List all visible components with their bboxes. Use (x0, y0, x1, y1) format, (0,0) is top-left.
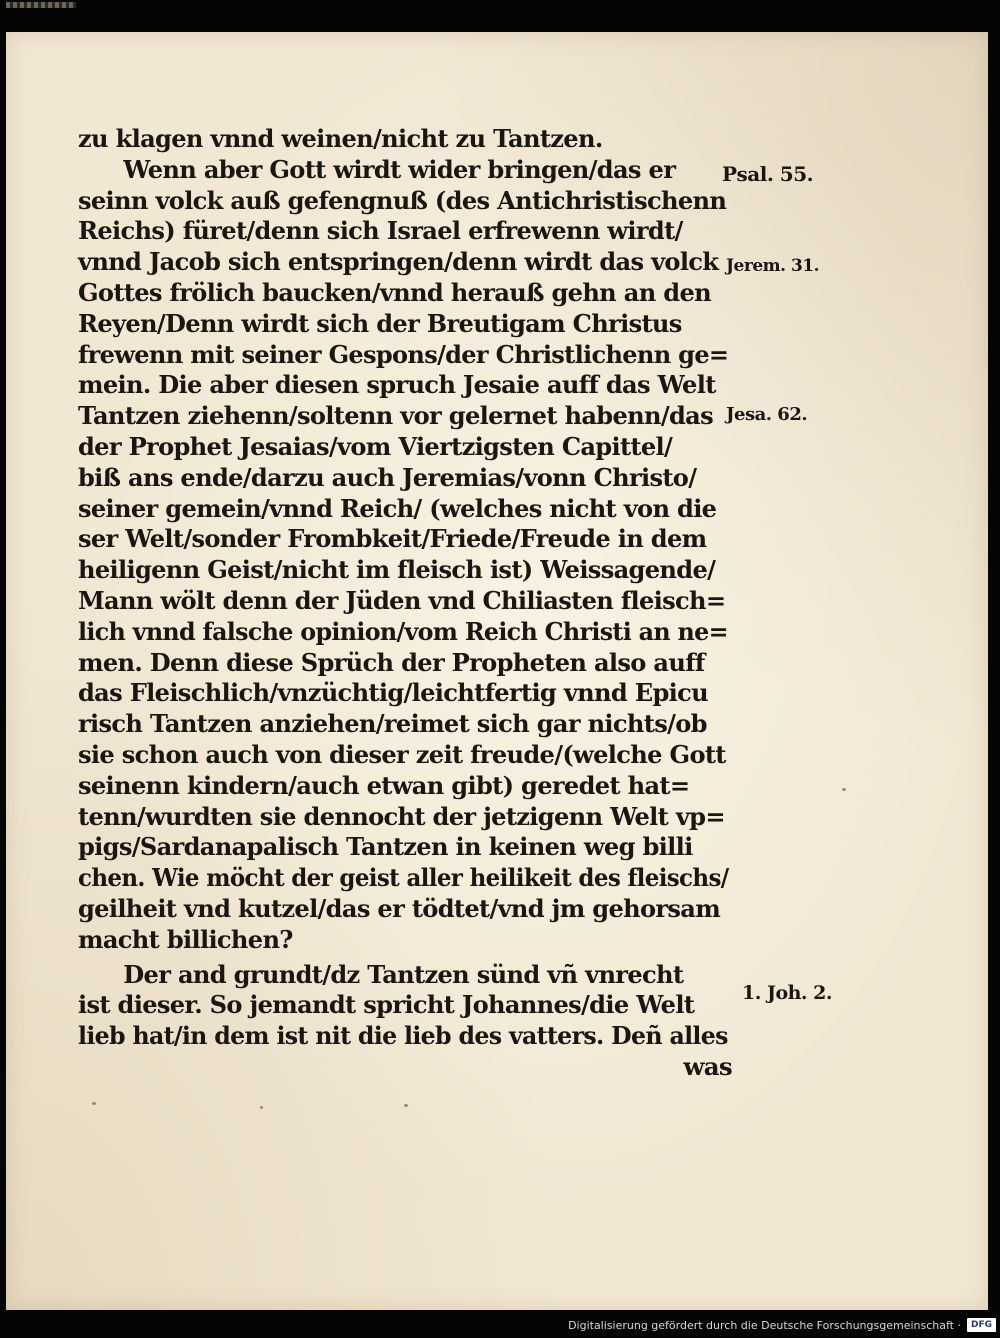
text-line: das Fleischlich/vnzüchtig/leichtfertig vnnd Epicu (78, 678, 708, 708)
text-line: heiligenn Geist/nicht im fleisch ist) Weissagende/ (78, 555, 716, 585)
footer-credit-text: Digitalisierung gefördert durch die Deutsche Forschungsgemeinschaft · (568, 1318, 961, 1332)
text-line: Wenn aber Gott wirdt wider bringen/das er (123, 154, 676, 184)
text-line: ist dieser. So jemandt spricht Johannes/die Welt (78, 990, 695, 1020)
text-line: tenn/wurdten sie dennocht der jetzigenn Welt vp= (78, 801, 725, 831)
text-line: chen. Wie möcht der geist aller heilikeit des fleischs/ (78, 863, 729, 893)
text-line: Tantzen ziehenn/soltenn vor gelernet habenn/das (78, 401, 714, 431)
marginal-note-psalm: Psal. 55. (722, 162, 814, 186)
catchword: was (683, 1051, 732, 1081)
marginal-note-john: 1. Joh. 2. (742, 982, 832, 1004)
text-line: zu klagen vnnd weinen/nicht zu Tantzen. (78, 124, 603, 153)
text-line: seiner gemein/vnnd Reich/ (welches nicht von die (78, 493, 717, 523)
text-line: Reichs) füret/denn sich Israel erfrewenn wirdt/ (78, 216, 683, 246)
text-line: Gottes frölich baucken/vnnd herauß gehn an den (78, 277, 711, 307)
scanned-page (6, 32, 988, 1310)
text-line: macht billichen? (78, 924, 293, 954)
footer-credit (568, 1314, 996, 1336)
text-line: seinn volck auß gefengnuß (des Antichristischenn (78, 185, 727, 215)
paper-speck (92, 1102, 96, 1105)
text-line: geilheit vnd kutzel/das er tödtet/vnd jm gehorsam (78, 893, 721, 923)
text-line: der Prophet Jesaias/vom Viertzigsten Capittel/ (78, 431, 673, 461)
marginal-note-jeremiah: Jerem. 31. (726, 256, 820, 276)
text-line: risch Tantzen anziehen/reimet sich gar nichts/ob (78, 709, 707, 739)
paper-speck (842, 788, 846, 791)
text-line: Reyen/Denn wirdt sich der Breutigam Christus (78, 308, 682, 338)
marginal-note-isaiah: Jesa. 62. (726, 404, 808, 425)
text-line: Der and grundt/dz Tantzen sünd vñ vnrecht (123, 959, 684, 989)
text-line: Mann wölt denn der Jüden vnd Chiliasten fleisch= (78, 585, 726, 615)
text-line: lieb hat/in dem ist nit die lieb des vatters. Deñ alles (78, 1021, 728, 1051)
text-line: pigs/Sardanapalisch Tantzen in keinen weg billi (78, 832, 693, 862)
page-edge-mark (6, 2, 76, 8)
text-line: men. Denn diese Sprüch der Propheten also auff (78, 647, 705, 677)
text-line: vnnd Jacob sich entspringen/denn wirdt das volck (78, 247, 719, 277)
text-line: lich vnnd falsche opinion/vom Reich Christi an ne= (78, 616, 728, 646)
text-line: biß ans ende/darzu auch Jeremias/vonn Christo/ (78, 462, 697, 492)
text-line: sie schon auch von dieser zeit freude/(welche Gott (78, 739, 726, 769)
text-line: mein. Die aber diesen spruch Jesaie auff das Welt (78, 370, 716, 400)
page-text-block (78, 124, 738, 1083)
text-line: seinenn kindern/auch etwan gibt) geredet hat= (78, 770, 690, 800)
paper-speck (260, 1106, 263, 1109)
text-line: ser Welt/sonder Frombkeit/Friede/Freude in dem (78, 524, 707, 554)
dfg-logo-icon: DFG (967, 1318, 996, 1332)
text-line: frewenn mit seiner Gespons/der Christlichenn ge= (78, 339, 729, 369)
paper-speck (404, 1104, 408, 1107)
